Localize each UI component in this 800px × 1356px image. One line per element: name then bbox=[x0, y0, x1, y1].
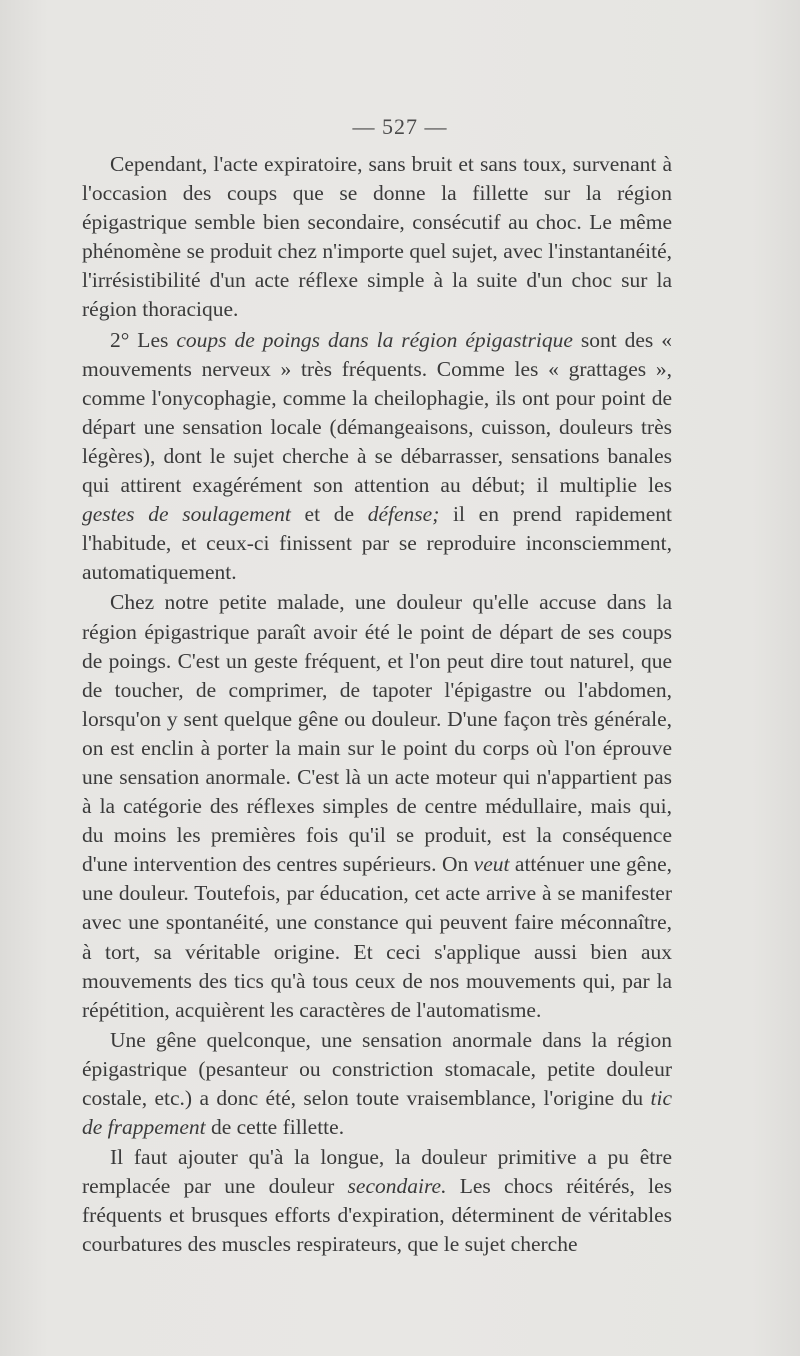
paragraph-3 bbox=[82, 588, 672, 1024]
text-span: Chez notre petite malade, une douleur qu'elle accuse dans la région épigastrique paraît avoir été le point de départ de ses coups de poings. C'est un geste fréquent, et l'on peut dire tout naturel, que de toucher, de comprimer, de tapoter l'épigastre ou l'abdomen, lorsqu'on y sent quelque gêne ou douleur. D'une façon très générale, on est enclin à porter la main sur le point du corps où l'on éprouve une sensation anormale. C'est là un acte moteur qui n'appartient pas à la catégorie des réflexes simples de centre médullaire, mais qui, du moins les premières fois qu'il se produit, est la conséquence d'une intervention des centres supérieurs. On bbox=[82, 590, 672, 877]
italic-span: coups de poings dans la région épigastrique bbox=[176, 327, 573, 352]
paragraph-1 bbox=[82, 150, 672, 325]
text-span: Il faut ajouter qu'à la longue, la douleur primitive a pu être remplacée par une douleur bbox=[82, 1145, 672, 1199]
text-span: sont des « mouvements nerveux » très fréquents. Comme les « grattages », comme l'onycophagie, comme la cheilophagie, ils ont pour point de départ une sensation locale (démangeaisons, cuisson, douleurs très légères), dont le sujet cherche à se débarrasser, sensations banales qui attirent exagérément son attention au début; il multiplie les bbox=[82, 327, 673, 498]
text-span: 2° Les bbox=[110, 327, 177, 352]
text-span: atténuer une gêne, une douleur. Toutefois, par éducation, cet acte arrive à se manifester avec une spontanéité, une constance qui peuvent faire méconnaître, à tort, sa véritable origine. Et ceci s'applique aussi bien aux mouvements des tics qu'à tous ceux de nos mouvements qui, par la répétition, acquièrent les caractères de l'automatisme. bbox=[82, 852, 672, 1022]
paragraph-5 bbox=[82, 1143, 672, 1259]
italic-span: gestes de soulagement bbox=[82, 502, 291, 527]
paragraph-4 bbox=[82, 1026, 672, 1142]
paragraph-2 bbox=[82, 326, 672, 588]
italic-span: défense; bbox=[367, 502, 440, 527]
italic-span: secondaire. bbox=[347, 1174, 447, 1199]
italic-span: tic de frappement bbox=[82, 1086, 672, 1140]
text-span: Cependant, l'acte expiratoire, sans bruit et sans toux, survenant à l'occasion des coups que se donne la fillette sur la région épigastrique semble bien secondaire, consécutif au choc. Le même phénomène se produit chez n'importe quel sujet, avec l'instantanéité, l'irrésistibilité d'un acte réflexe simple à la suite d'un choc sur la région thoracique. bbox=[82, 152, 672, 322]
text-span: Une gêne quelconque, une sensation anormale dans la région épigastrique (pesanteur ou constriction stomacale, petite douleur costale, etc.) a donc été, selon toute vraisemblance, l'origine du bbox=[82, 1027, 672, 1110]
text-span: de cette fillette. bbox=[205, 1115, 345, 1140]
text-span: et de bbox=[290, 502, 368, 527]
text-span: il en prend rapidement l'habitude, et ceux-ci finissent par se reproduire inconsciemment, automatiquement. bbox=[82, 502, 672, 585]
body-text bbox=[82, 150, 672, 1260]
text-span: Les chocs réitérés, les fréquents et brusques efforts d'expiration, déterminent de véritables courbatures des muscles respirateurs, que le sujet cherche bbox=[82, 1174, 672, 1257]
page-number: — 527 — bbox=[352, 114, 448, 139]
italic-span: veut bbox=[473, 852, 510, 877]
